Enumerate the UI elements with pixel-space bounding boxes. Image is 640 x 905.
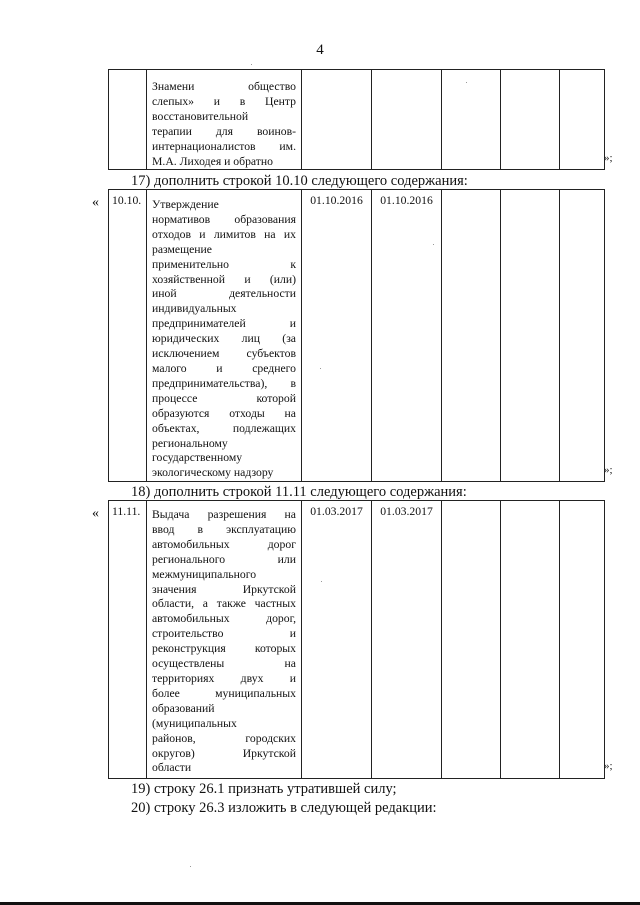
amendment-caption-17: 17) дополнить строкой 10.10 следующего содержания: [131,173,468,189]
row-date-end-cell: 01.10.2016 [372,190,442,482]
row-closing-quote: »; [604,760,613,772]
amendment-line-19: 19) строку 26.1 признать утратившей силу; [131,781,397,797]
table-row-continuation [108,69,605,170]
row-empty-cell [442,70,501,170]
row-date-start-cell: 01.10.2016 [302,190,372,482]
page-number: 4 [316,42,324,58]
amendment-caption-18: 18) дополнить строкой 11.11 следующего содержания: [131,484,467,500]
row-empty-cell [560,70,605,170]
scan-speck [320,368,321,369]
scan-speck [251,64,252,65]
row-date-start-cell: 01.03.2017 [302,501,372,779]
row-number-cell: 10.10. [109,190,147,482]
row-opening-quote: « [92,506,99,521]
row-closing-quote: »; [604,464,613,476]
row-number-cell [109,70,147,170]
scan-speck [466,82,467,83]
amendment-line-20: 20) строку 26.3 изложить в следующей редакции: [131,800,437,816]
scan-speck [190,866,191,867]
row-empty-cell [442,190,501,482]
row-empty-cell [501,70,560,170]
row-empty-cell [442,501,501,779]
row-empty-cell [560,501,605,779]
row-name-cell: Выдача разрешения на ввод в эксплуатацию автомобильных дорог регионального или межмуниципального значения Иркутской области, а также частных автомобильных дорог, строительство и реконструкция которых осуществлены на территориях двух и более муниципальных образований (муниципальных районов, городских округов) Иркутской области [147,501,302,779]
table-row-10-10 [108,189,605,482]
table-row-11-11 [108,500,605,779]
row-name-cell: Знамени общество слепых» и в Центр восстановительной терапии для воинов- интернационалистов им. М.А. Лиходея и обратно [147,70,302,170]
scan-speck [433,244,434,245]
row-empty-cell [501,501,560,779]
row-opening-quote: « [92,195,99,210]
row-date-start-cell [302,70,372,170]
row-closing-quote: »; [604,152,613,164]
scan-speck [321,581,322,582]
row-empty-cell [560,190,605,482]
row-date-end-cell: 01.03.2017 [372,501,442,779]
row-name-cell: Утверждение нормативов образования отходов и лимитов на их размещение применительно к хозяйственной и (или) иной деятельности индивидуальных предпринимателей и юридических лиц (за исключением субъектов малого и среднего предпринимательства), в процессе которой образуются отходы на объектах, подлежащих региональному государственному экологическому надзору [147,190,302,482]
row-number-cell: 11.11. [109,501,147,779]
row-date-end-cell [372,70,442,170]
row-empty-cell [501,190,560,482]
